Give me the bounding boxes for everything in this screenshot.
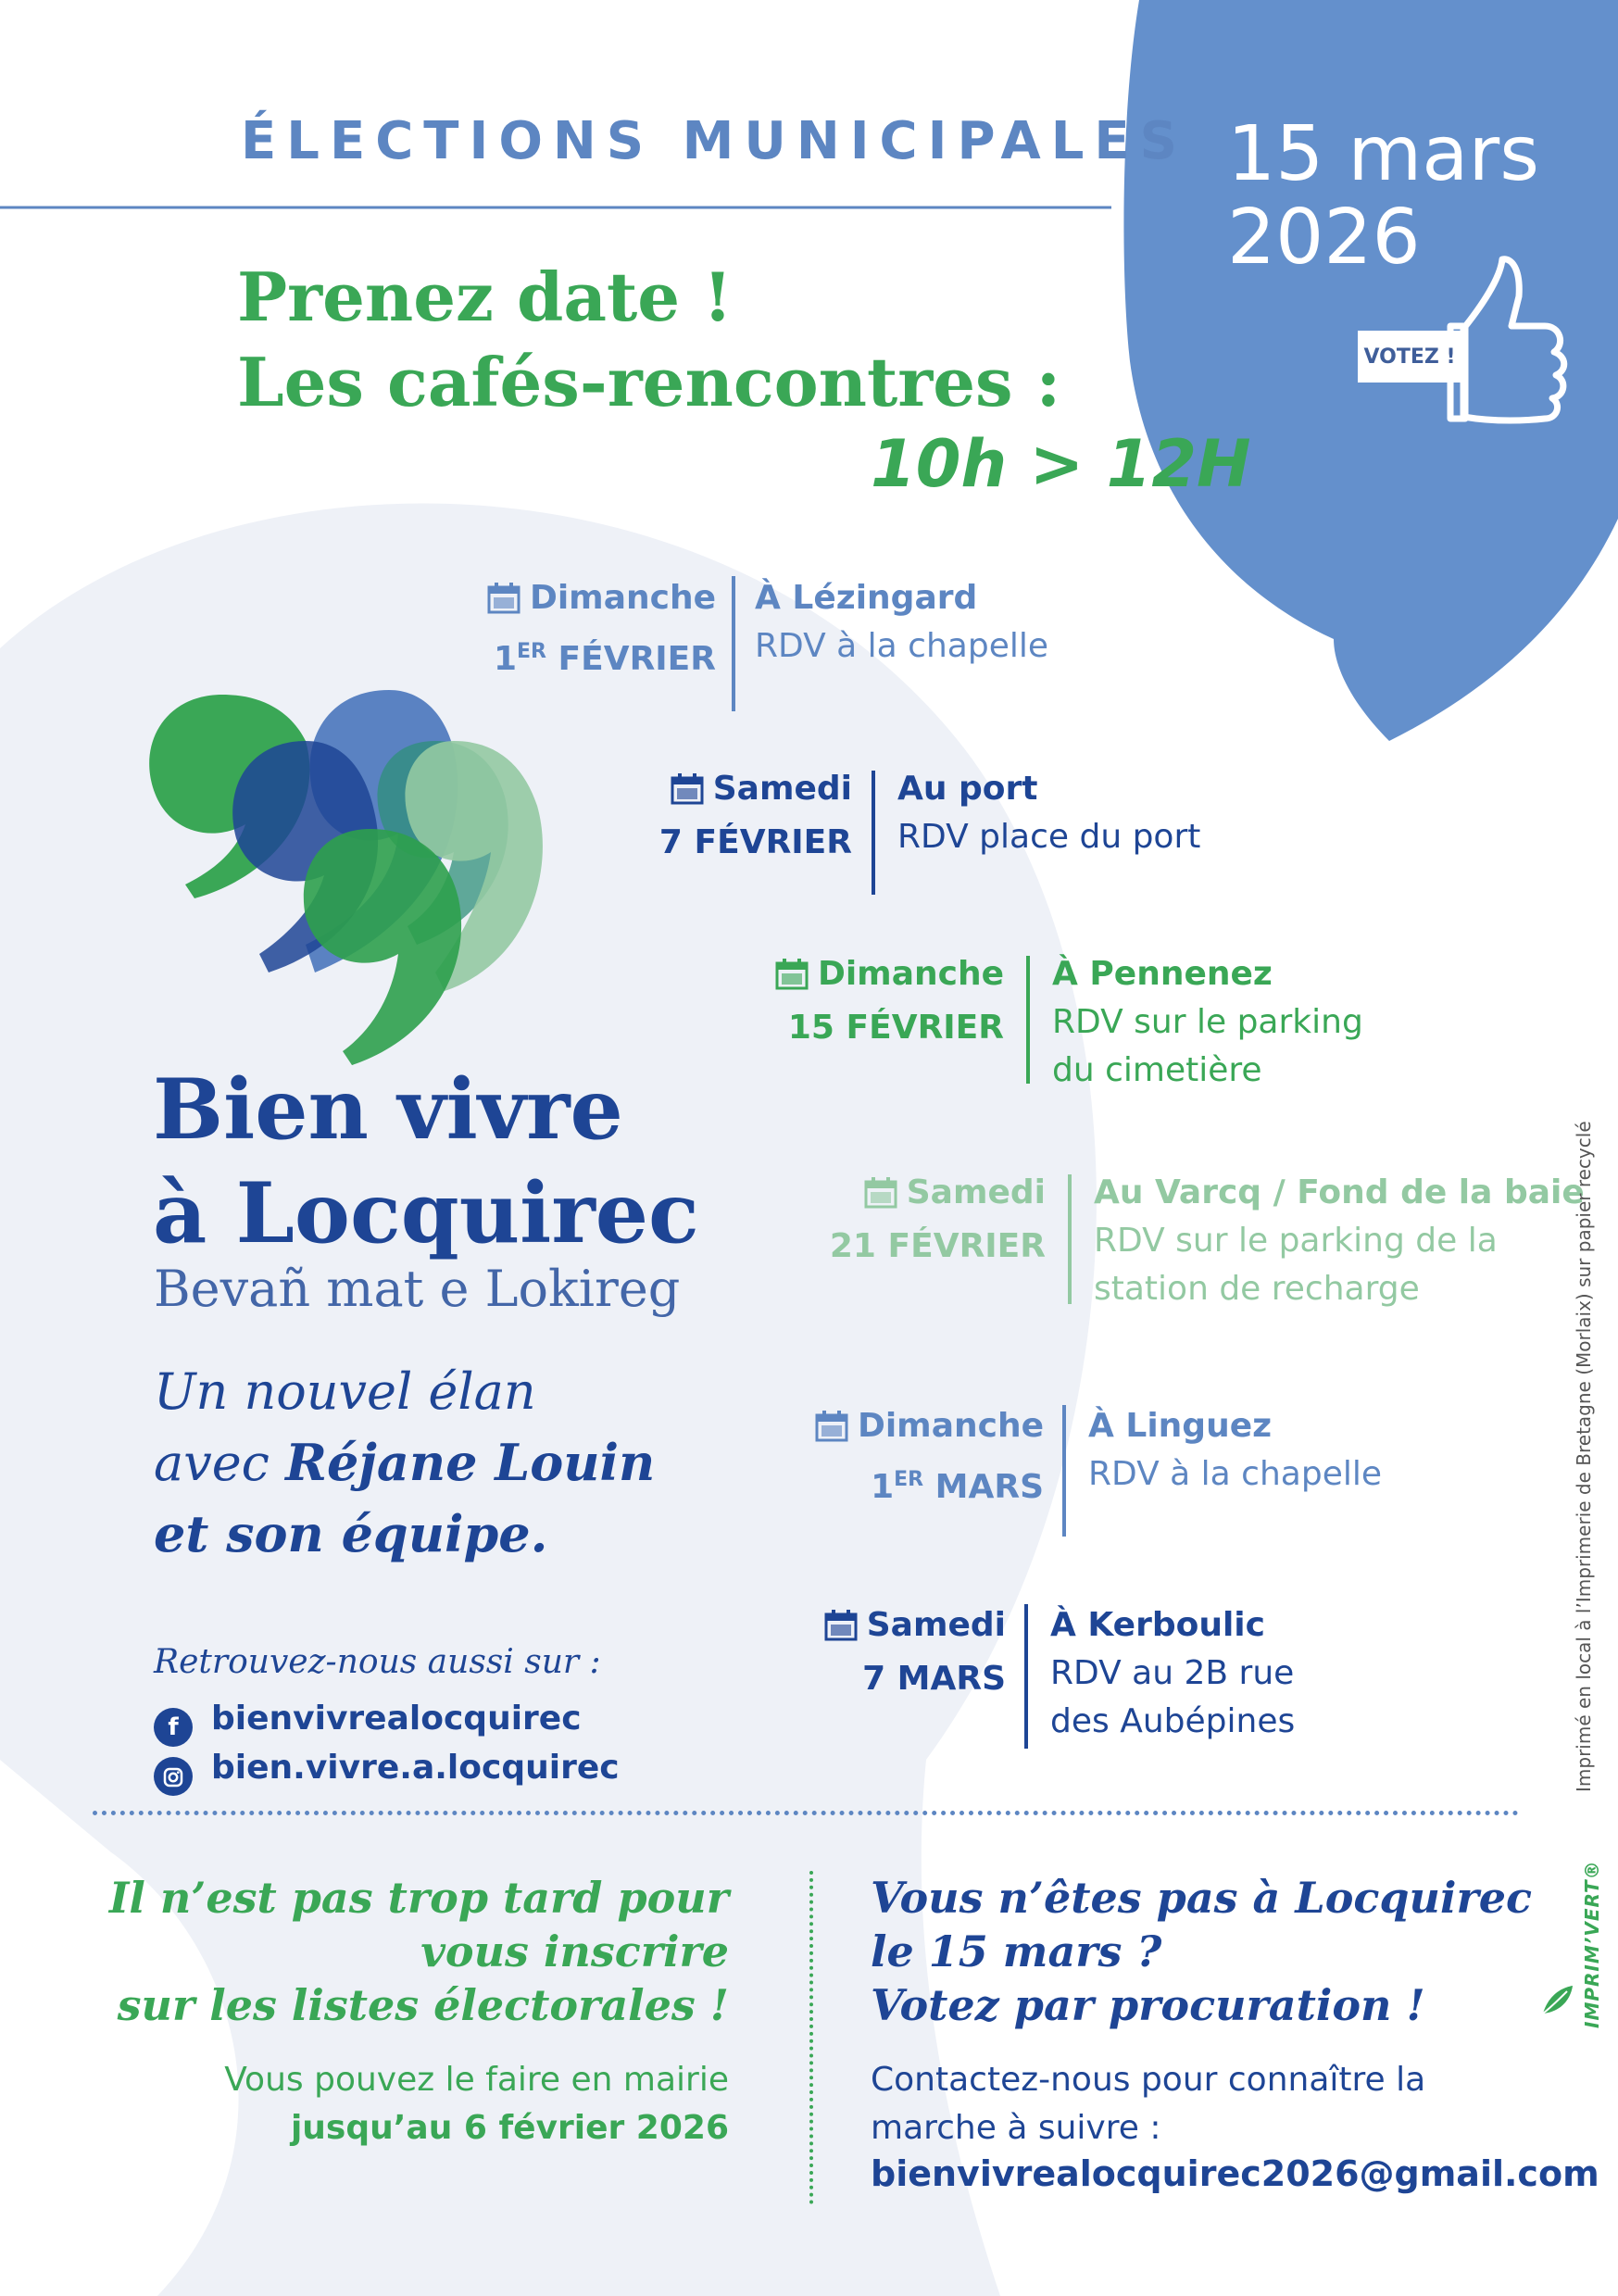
event-4-location — [1094, 1169, 1585, 1313]
event-5-place: À Linguez — [1088, 1407, 1273, 1445]
event-2-date-month: FÉVRIER — [682, 823, 852, 861]
headline-line2: Les cafés-rencontres : — [237, 343, 1061, 421]
organization-name — [153, 1058, 699, 1265]
slogan-line3: et son équipe. — [154, 1504, 548, 1563]
calendar-icon — [487, 580, 521, 628]
event-6-day: Samedi — [866, 1606, 1006, 1644]
proxy-line3: Votez par procuration ! — [871, 1980, 1425, 2030]
event-4-date — [830, 1169, 1046, 1271]
event-1-place: À Lézingard — [755, 579, 978, 617]
event-1-date-sup: ER — [517, 640, 546, 663]
event-2-date — [659, 765, 852, 867]
event-4-date-number: 21 — [829, 1227, 876, 1265]
event-5-date-sup: ER — [894, 1468, 924, 1491]
event-5-date — [815, 1402, 1044, 1512]
registration-body1: Vous pouvez le faire en mairie — [224, 2061, 729, 2099]
event-1-rdv: RDV à la chapelle — [755, 627, 1049, 665]
event-2-rdv: RDV place du port — [897, 818, 1201, 856]
event-1-date-month: FÉVRIER — [546, 640, 716, 678]
proxy-body — [871, 2056, 1425, 2152]
event-bar-3 — [1026, 956, 1030, 1084]
event-3-rdv: RDV sur le parking — [1052, 1003, 1363, 1041]
registration-body — [224, 2056, 729, 2152]
event-5-location — [1088, 1402, 1382, 1499]
event-6-place: À Kerboulic — [1050, 1606, 1265, 1644]
election-title: ÉLECTIONS MUNICIPALES — [241, 111, 1187, 171]
registration-line1: Il n’est pas trop tard pour — [108, 1873, 729, 1923]
proxy-line1: Vous n’êtes pas à Locquirec — [871, 1873, 1532, 1923]
calendar-icon — [775, 956, 809, 1004]
event-1-date — [487, 574, 716, 684]
event-bar-2 — [872, 771, 875, 895]
event-5-rdv: RDV à la chapelle — [1088, 1455, 1383, 1493]
instagram-handle: bien.vivre.a.locquirec — [211, 1749, 620, 1787]
calendar-icon — [824, 1607, 858, 1655]
event-1-location — [755, 574, 1048, 671]
event-4-rdv: RDV sur le parking de la — [1094, 1222, 1498, 1260]
event-1-day: Dimanche — [529, 579, 716, 617]
slogan-line1: Un nouvel élan — [154, 1362, 536, 1421]
proxy-line2: le 15 mars ? — [871, 1926, 1162, 1976]
event-bar-6 — [1024, 1604, 1028, 1749]
election-date — [1227, 110, 1539, 282]
instagram-link[interactable] — [154, 1749, 620, 1796]
event-2-date-number: 7 — [658, 823, 683, 861]
slogan-line2-prefix: avec — [154, 1434, 286, 1492]
event-bar-4 — [1068, 1174, 1072, 1304]
event-bar-1 — [732, 576, 735, 711]
event-6-rdv: RDV au 2B rue — [1050, 1654, 1295, 1692]
registration-line3: sur les listes électorales ! — [117, 1980, 729, 2030]
event-4-rdv-cont: station de recharge — [1094, 1270, 1420, 1308]
printer-notice: Imprimé en local à l’Imprimerie de Bretagne (Morlaix) sur papier recyclé — [1573, 1121, 1595, 1792]
event-3-date — [775, 950, 1004, 1052]
event-3-place: À Pennenez — [1052, 955, 1273, 993]
event-2-place: Au port — [897, 770, 1038, 808]
time-range: 10h > 12H — [871, 426, 1251, 502]
event-5-date-number: 1 — [871, 1468, 895, 1506]
leaf-icon — [1539, 1982, 1576, 2019]
organization-name-line2: à Locquirec — [153, 1164, 699, 1262]
event-2-day: Samedi — [712, 770, 852, 808]
registration-heading — [109, 1871, 729, 2032]
slogan — [154, 1357, 655, 1570]
event-3-location — [1052, 950, 1363, 1095]
calendar-icon — [815, 1408, 848, 1456]
election-date-year: 2026 — [1227, 194, 1421, 282]
event-3-date-month: FÉVRIER — [834, 1009, 1004, 1047]
event-2-location — [897, 765, 1200, 861]
event-bar-5 — [1062, 1405, 1066, 1537]
event-4-place: Au Varcq / Fond de la baie — [1094, 1173, 1585, 1211]
event-6-date-month: MARS — [885, 1660, 1006, 1698]
organization-breton-name: Bevañ mat e Lokireg — [154, 1260, 681, 1318]
event-1-date-number: 1 — [493, 640, 518, 678]
imprim-vert-label: IMPRIM’VERT® — [1581, 1860, 1603, 2028]
event-6-location — [1050, 1601, 1295, 1746]
column-divider — [809, 1871, 813, 2204]
event-6-date — [824, 1601, 1006, 1703]
proxy-body1: Contactez-nous pour connaître la — [871, 2061, 1426, 2099]
instagram-icon — [154, 1757, 193, 1796]
proxy-heading — [871, 1871, 1532, 2032]
event-3-date-number: 15 — [787, 1009, 834, 1047]
facebook-icon: f — [154, 1708, 193, 1747]
event-6-rdv-cont: des Aubépines — [1050, 1702, 1296, 1740]
event-6-date-number: 7 — [862, 1660, 886, 1698]
registration-deadline: jusqu’au 6 février 2026 — [290, 2109, 729, 2147]
event-3-day: Dimanche — [817, 955, 1004, 993]
organization-name-line1: Bien vivre — [153, 1060, 623, 1159]
event-5-day: Dimanche — [857, 1407, 1044, 1445]
event-4-date-month: FÉVRIER — [875, 1227, 1046, 1265]
event-5-date-month: MARS — [923, 1468, 1044, 1506]
social-intro: Retrouvez-nous aussi sur : — [154, 1643, 601, 1681]
proxy-body2: marche à suivre : — [871, 2109, 1161, 2147]
calendar-icon — [864, 1174, 897, 1223]
calendar-icon — [671, 771, 704, 819]
headline-line1: Prenez date ! — [237, 257, 733, 336]
event-4-day: Samedi — [906, 1173, 1046, 1211]
facebook-handle: bienvivrealocquirec — [211, 1700, 582, 1738]
event-3-rdv-cont: du cimetière — [1052, 1051, 1262, 1089]
election-date-day: 15 mars — [1227, 110, 1539, 198]
contact-email[interactable]: bienvivrealocquirec2026@gmail.com — [871, 2153, 1599, 2194]
votez-label: VOTEZ ! — [1358, 331, 1461, 383]
facebook-link[interactable] — [154, 1700, 582, 1747]
candidate-name: Réjane Louin — [285, 1433, 656, 1492]
section-divider — [93, 1811, 1519, 1815]
registration-line2: vous inscrire — [420, 1926, 729, 1976]
